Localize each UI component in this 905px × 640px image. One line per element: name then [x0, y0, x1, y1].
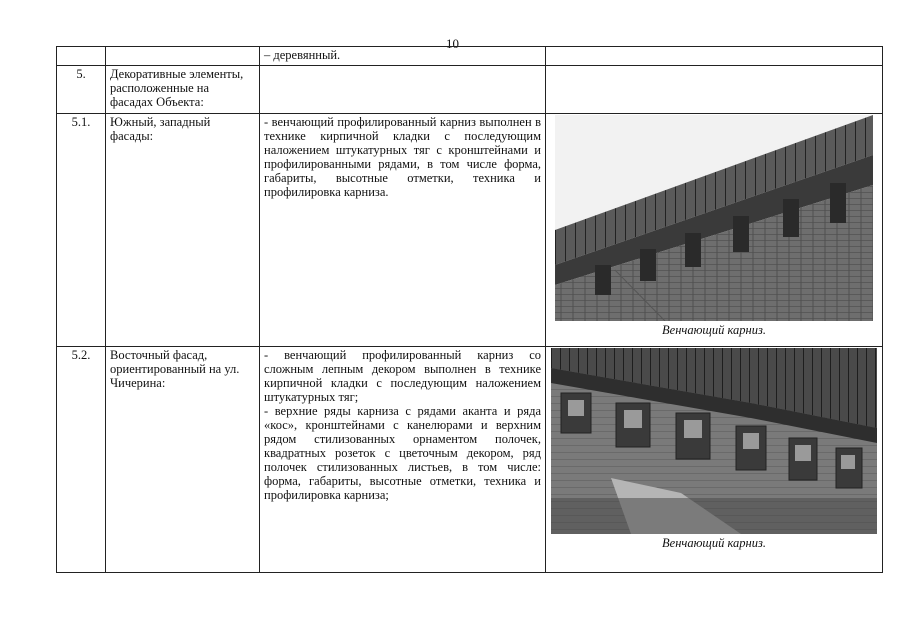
objects-table [56, 46, 883, 573]
element-name [106, 47, 260, 66]
table-row [57, 47, 883, 66]
element-description: - венчающий профилированный карниз выполнен в технике кирпичной кладки с последующим наложением штукатурных тяг с кронштейнами и профилированными рядами, в том числе форма, габариты, высотные отметки, техника и профилировка карниза. [260, 114, 546, 347]
photo-caption: Венчающий карниз. [662, 323, 766, 337]
cornice-photo [555, 115, 873, 321]
description-line: - верхние ряды карниза с рядами аканта и ряда «кос», кронштейнами с канелюрами и верхним рядом стилизованных орнаментом полочек, квадратных розеток с цветочным декором, ряд полочек стилизованных листьев, в том числе: форма, габариты, высотные отметки, техника и профилировка карниза; [264, 404, 541, 502]
description-line: - венчающий профилированный карниз со сложным лепным декором выполнен в технике кирпичной кладки с последующим наложением штукатурных тяг; [264, 348, 541, 404]
table-row [57, 114, 883, 347]
element-description [260, 66, 546, 114]
cornice-photo-image [551, 348, 877, 534]
photo-caption: Венчающий карниз. [662, 536, 766, 550]
photo-cell [546, 347, 883, 573]
table-row [57, 347, 883, 573]
element-description: – деревянный. [260, 47, 546, 66]
row-number [57, 47, 106, 66]
photo-cell [546, 66, 883, 114]
cornice-photo-image [555, 115, 873, 321]
table-row [57, 66, 883, 114]
cornice-photo [551, 348, 877, 534]
page-number: 10 [446, 36, 459, 51]
row-number: 5.2. [57, 347, 106, 573]
element-name: Южный, западный фасады: [106, 114, 260, 347]
row-number: 5. [57, 66, 106, 114]
photo-cell [546, 47, 883, 66]
element-description [260, 347, 546, 573]
element-name: Декоративные элементы, расположенные на фасадах Объекта: [106, 66, 260, 114]
photo-cell [546, 114, 883, 347]
element-name: Восточный фасад, ориентированный на ул. Чичерина: [106, 347, 260, 573]
row-number: 5.1. [57, 114, 106, 347]
